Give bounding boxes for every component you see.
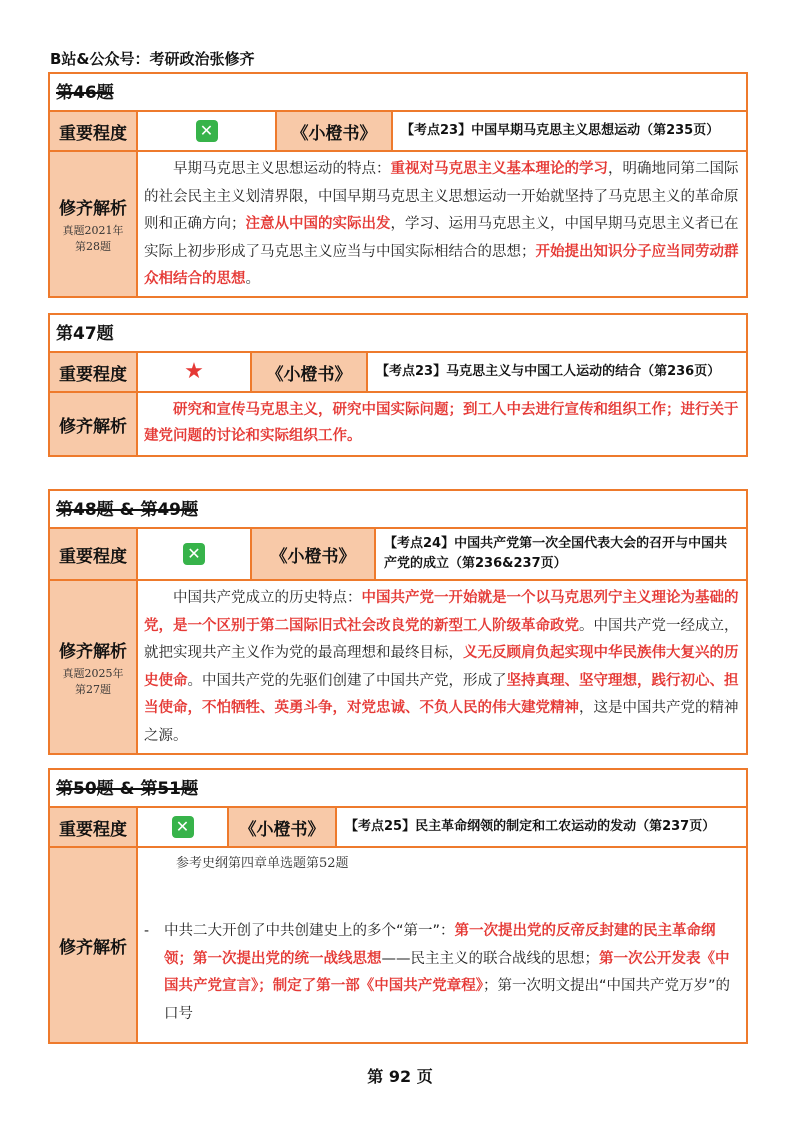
book-label: 《小橙书》 — [277, 112, 393, 150]
analysis-row — [50, 581, 746, 753]
question-title: 第48题 & 第49题 — [50, 491, 746, 529]
importance-label: 重要程度 — [50, 808, 138, 846]
green-cross-icon: ✕ — [172, 816, 194, 838]
importance-row — [50, 808, 746, 848]
book-label: 《小橙书》 — [229, 808, 337, 846]
topic-text: 【考点25】民主革命纲领的制定和工农运动的发动（第237页） — [345, 819, 716, 834]
reference-note: 参考史纲第四章单选题第52题 — [176, 856, 349, 871]
question-block-50-51 — [48, 768, 748, 1044]
exam-reference: 真题2021年 第28题 — [62, 223, 124, 253]
exam-reference: 真题2025年 第27题 — [62, 666, 124, 696]
page-header-source: B站&公众号：考研政治张修齐 — [50, 50, 255, 68]
analysis-row — [50, 393, 746, 455]
bullet-item — [138, 918, 746, 1028]
bullet-dash: - — [144, 923, 150, 939]
book-label: 《小橙书》 — [252, 353, 368, 391]
analysis-text: 中国共产党成立的历史特点：中国共产党一开始就是一个以马克思列宁主义理论为基础的党，是一个区别于第二国际旧式社会改良党的新型工人阶级革命政党。中国共产党一经成立，就把实现共产主义作为党的最高理想和最终目标，义无反顾肩负起实现中华民族伟大复兴的历史使命。中国共产党的先驱们创建了中国共产党，形成了坚持真理、坚守理想，践行初心、担当使命，不怕牺牲、英勇斗争，对党忠诚、不负人民的伟大建党精神，这是中国共产党的精神之源。 — [144, 590, 739, 744]
analysis-label: 修齐解析 — [59, 416, 127, 437]
importance-row — [50, 529, 746, 581]
question-title: 第50题 & 第51题 — [50, 770, 746, 808]
question-title: 第46题 — [50, 74, 746, 112]
analysis-text: 研究和宣传马克思主义，研究中国实际问题；到工人中去进行宣传和组织工作；进行关于建党问题的讨论和实际组织工作。 — [144, 402, 739, 444]
green-cross-icon: ✕ — [196, 120, 218, 142]
importance-label: 重要程度 — [50, 112, 138, 150]
green-cross-icon: ✕ — [183, 543, 205, 565]
analysis-label: 修齐解析 — [59, 641, 127, 662]
analysis-text: 早期马克思主义思想运动的特点：重视对马克思主义基本理论的学习，明确地同第二国际的社会民主主义划清界限，中国早期马克思主义思想运动一开始就坚持了马克思主义的革命原则和正确方向；注意从中国的实际出发，学习、运用马克思主义，中国早期马克思主义者已在实际上初步形成了马克思主义应当与中国实际相结合的思想；开始提出知识分子应当同劳动群众相结合的思想。 — [144, 161, 739, 287]
analysis-label: 修齐解析 — [59, 198, 127, 219]
analysis-row — [50, 152, 746, 296]
importance-row — [50, 353, 746, 393]
analysis-row — [50, 848, 746, 1042]
question-block-46 — [48, 72, 748, 298]
question-block-48-49 — [48, 489, 748, 755]
importance-label: 重要程度 — [50, 529, 138, 579]
analysis-text: 中共二大开创了中共创建史上的多个“第一”：第一次提出党的反帝反封建的民主革命纲领；第一次提出党的统一战线思想——民主主义的联合战线的思想；第一次公开发表《中国共产党宣言》；制定了第一部《中国共产党章程》；第一次明文提出“中国共产党万岁”的口号 — [164, 923, 731, 1022]
topic-text: 【考点23】马克思主义与中国工人运动的结合（第236页） — [376, 364, 721, 379]
importance-label: 重要程度 — [50, 353, 138, 391]
importance-row — [50, 112, 746, 152]
red-star-icon: ★ — [184, 359, 204, 384]
page-number: 第 92 页 — [367, 1067, 433, 1086]
question-block-47 — [48, 313, 748, 457]
topic-text: 【考点23】中国早期马克思主义思想运动（第235页） — [401, 123, 720, 138]
analysis-label: 修齐解析 — [59, 937, 127, 958]
topic-text: 【考点24】中国共产党第一次全国代表大会的召开与中国共产党的成立（第236&237页） — [384, 536, 728, 571]
book-label: 《小橙书》 — [252, 529, 376, 579]
question-title: 第47题 — [50, 315, 746, 353]
